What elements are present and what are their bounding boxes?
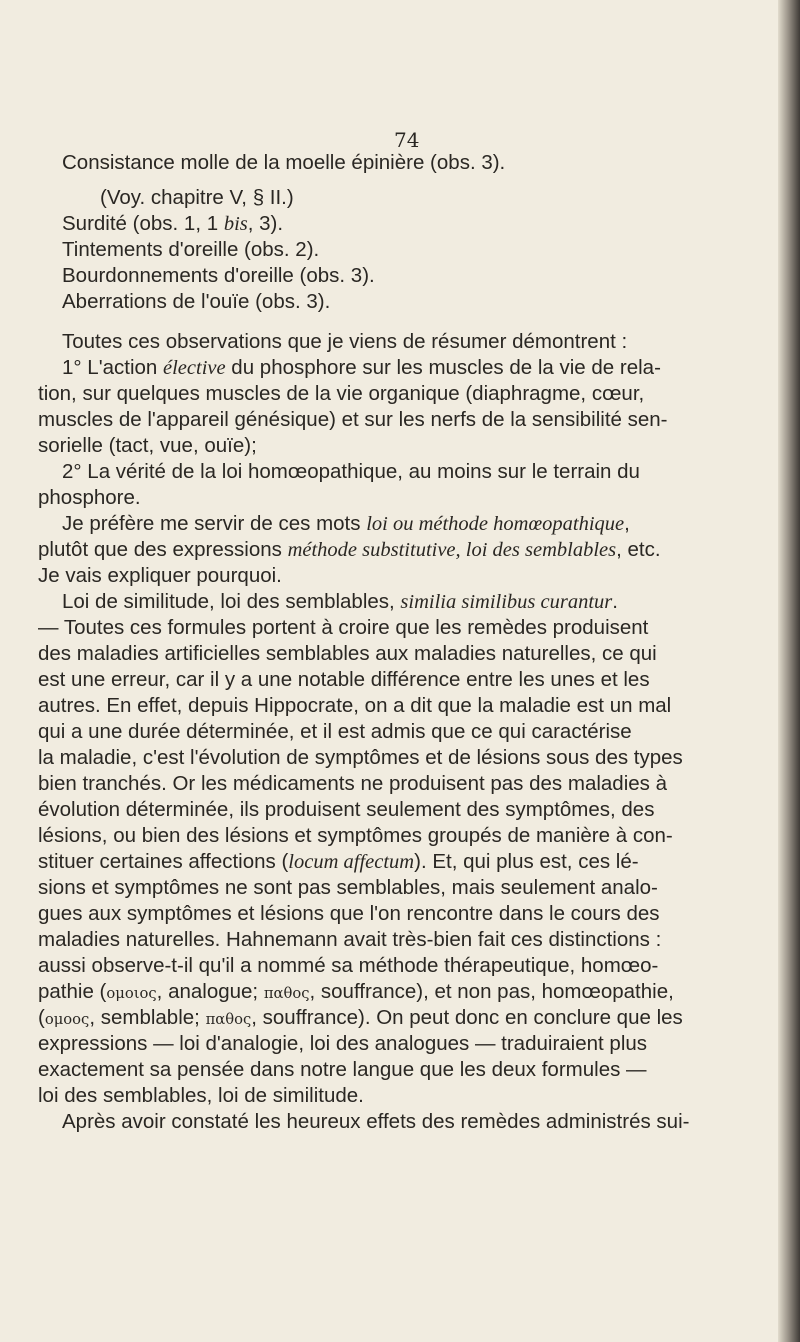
text-line: phosphore. — [38, 486, 141, 509]
text-line: loi des semblables, loi de similitude. — [38, 1084, 364, 1107]
text-line: tion, sur quelques muscles de la vie organique (diaphragme, cœur, — [38, 382, 645, 405]
text-line: — Toutes ces formules portent à croire que les remèdes produisent — [38, 616, 649, 639]
page-number: 74 — [394, 128, 420, 152]
text-line: muscles de l'appareil génésique) et sur les nerfs de la sensibilité sen- — [38, 408, 668, 431]
text-line: exactement sa pensée dans notre langue que les deux formules — — [38, 1058, 647, 1081]
greek-word: παθος — [205, 1011, 252, 1028]
text-line: Toutes ces observations que je viens de résumer démontrent : — [62, 330, 628, 353]
text-line: Je vais expliquer pourquoi. — [38, 564, 282, 587]
text-line: autres. En effet, depuis Hippocrate, on a dit que la maladie est un mal — [38, 694, 672, 717]
text-line: sorielle (tact, vue, ouïe); — [38, 434, 257, 457]
text-line: stituer certaines affections (locum affectum). Et, qui plus est, ces lé- — [38, 850, 639, 873]
text-line: qui a une durée déterminée, et il est admis que ce qui caractérise — [38, 720, 632, 743]
text-line: (ομοος, semblable; παθος, souffrance). On peut donc en conclure que les — [38, 1006, 683, 1029]
text-line: expressions — loi d'analogie, loi des analogues — traduiraient plus — [38, 1032, 648, 1055]
greek-word: παθος — [263, 985, 310, 1002]
text-line: 2° La vérité de la loi homœopathique, au moins sur le terrain du — [62, 460, 640, 483]
text-line: Bourdonnements d'oreille (obs. 3). — [62, 264, 375, 287]
text-line: plutôt que des expressions méthode substitutive, loi des semblables, etc. — [38, 538, 661, 561]
page-edge-shadow — [778, 0, 800, 1342]
text-line: des maladies artificielles semblables aux maladies naturelles, ce qui — [38, 642, 657, 665]
text-line: Tintements d'oreille (obs. 2). — [62, 238, 320, 261]
text-line: la maladie, c'est l'évolution de symptômes et de lésions sous des types — [38, 746, 683, 769]
text-line: bien tranchés. Or les médicaments ne produisent pas des maladies à — [38, 772, 668, 795]
greek-word: ομοος — [44, 1011, 90, 1028]
text-line: Surdité (obs. 1, 1 bis, 3). — [62, 212, 284, 235]
text-line: Loi de similitude, loi des semblables, similia similibus curantur. — [62, 590, 618, 613]
text-line: Consistance molle de la moelle épinière (obs. 3). — [62, 151, 506, 174]
text-line: 1° L'action élective du phosphore sur les muscles de la vie de rela- — [62, 356, 661, 379]
greek-word: ομοιος — [106, 985, 157, 1002]
text-line: sions et symptômes ne sont pas semblables, mais seulement analo- — [38, 876, 658, 899]
text-line: aussi observe-t-il qu'il a nommé sa méthode thérapeutique, homœo- — [38, 954, 659, 977]
text-line: (Voy. chapitre V, § II.) — [100, 186, 294, 209]
text-line: Je préfère me servir de ces mots loi ou méthode homœopathique, — [62, 512, 630, 535]
text-line: maladies naturelles. Hahnemann avait très-bien fait ces distinctions : — [38, 928, 662, 951]
text-line: Après avoir constaté les heureux effets des remèdes administrés sui- — [62, 1110, 690, 1133]
text-line: pathie (ομοιος, analogue; παθος, souffrance), et non pas, homœopathie, — [38, 980, 674, 1003]
text-line: est une erreur, car il y a une notable différence entre les unes et les — [38, 668, 650, 691]
text-line: Aberrations de l'ouïe (obs. 3). — [62, 290, 331, 313]
text-line: gues aux symptômes et lésions que l'on rencontre dans le cours des — [38, 902, 660, 925]
text-line: évolution déterminée, ils produisent seulement des symptômes, des — [38, 798, 655, 821]
text-line: lésions, ou bien des lésions et symptômes groupés de manière à con- — [38, 824, 673, 847]
